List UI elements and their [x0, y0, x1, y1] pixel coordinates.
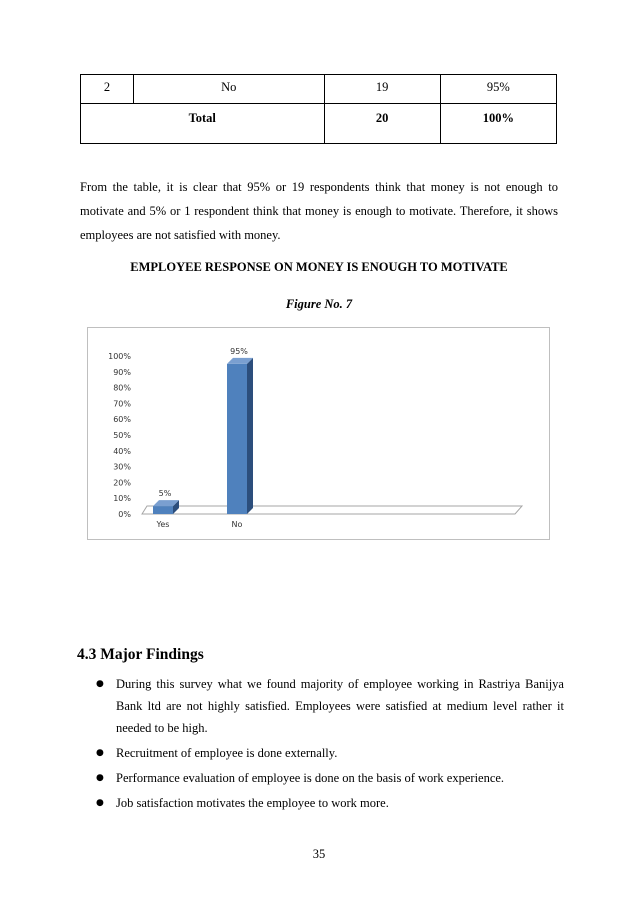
table-row — [81, 75, 557, 104]
y-tick-label: 90% — [113, 367, 131, 377]
data-label: 5% — [158, 489, 172, 499]
table-total-label: Total — [81, 104, 325, 144]
list-item — [92, 792, 564, 814]
list-item-text: Recruitment of employee is done externally. — [116, 746, 338, 760]
table-total-count: 20 — [324, 104, 440, 144]
list-item — [92, 742, 564, 764]
bar-chart — [87, 327, 550, 540]
bar — [227, 364, 247, 514]
response-table — [80, 74, 557, 144]
table-cell: 19 — [324, 75, 440, 104]
figure-caption: Figure No. 7 — [285, 297, 353, 311]
chart-heading: EMPLOYEE RESPONSE ON MONEY IS ENOUGH TO MOTIVATE — [130, 260, 508, 274]
page-number: 35 — [312, 847, 326, 861]
list-item-text: During this survey what we found majority of employee working in Rastriya Banijya Bank ltd are not highly satisfied. Employees were satisfied at medium level rather it needed to be high. — [116, 677, 564, 735]
y-tick-label: 10% — [113, 494, 131, 504]
y-tick-label: 50% — [113, 431, 131, 440]
y-tick-label: 0% — [118, 510, 131, 519]
table-cell: 2 — [81, 75, 134, 104]
bullet-icon: ● — [96, 773, 104, 783]
x-tick-label: Yes — [156, 520, 170, 529]
bullet-icon: ● — [96, 679, 104, 689]
y-tick-label: 30% — [113, 462, 131, 472]
list-item — [92, 673, 564, 739]
bar — [153, 506, 173, 514]
y-tick-label: 100% — [108, 352, 131, 361]
bullet-icon: ● — [96, 748, 104, 758]
list-item-text: Performance evaluation of employee is done on the basis of work experience. — [116, 771, 505, 785]
table-total-percent: 100% — [440, 104, 556, 144]
bullet-icon: ● — [96, 798, 104, 808]
table-cell: 95% — [440, 75, 556, 104]
section-title: 4.3 Major Findings — [77, 646, 204, 663]
y-tick-label: 20% — [113, 478, 131, 488]
analysis-paragraph: From the table, it is clear that 95% or 19 respondents think that money is not enough to motivate and 5% or 1 respondent think that money is enough to motivate. Therefore, it shows employees are not satisfied with money. — [80, 180, 558, 242]
chart-floor — [142, 506, 522, 514]
list-item-text: Job satisfaction motivates the employee to work more. — [116, 796, 389, 810]
bar-side — [247, 358, 253, 514]
table-total-row — [81, 104, 557, 144]
table-cell: No — [134, 75, 324, 104]
list-item — [92, 767, 564, 789]
y-tick-label: 70% — [113, 399, 131, 409]
data-label: 95% — [230, 346, 248, 356]
findings-list — [92, 673, 564, 817]
x-tick-label: No — [231, 520, 243, 529]
y-tick-label: 40% — [113, 446, 131, 456]
y-tick-label: 60% — [113, 415, 131, 425]
y-tick-label: 80% — [113, 383, 131, 393]
